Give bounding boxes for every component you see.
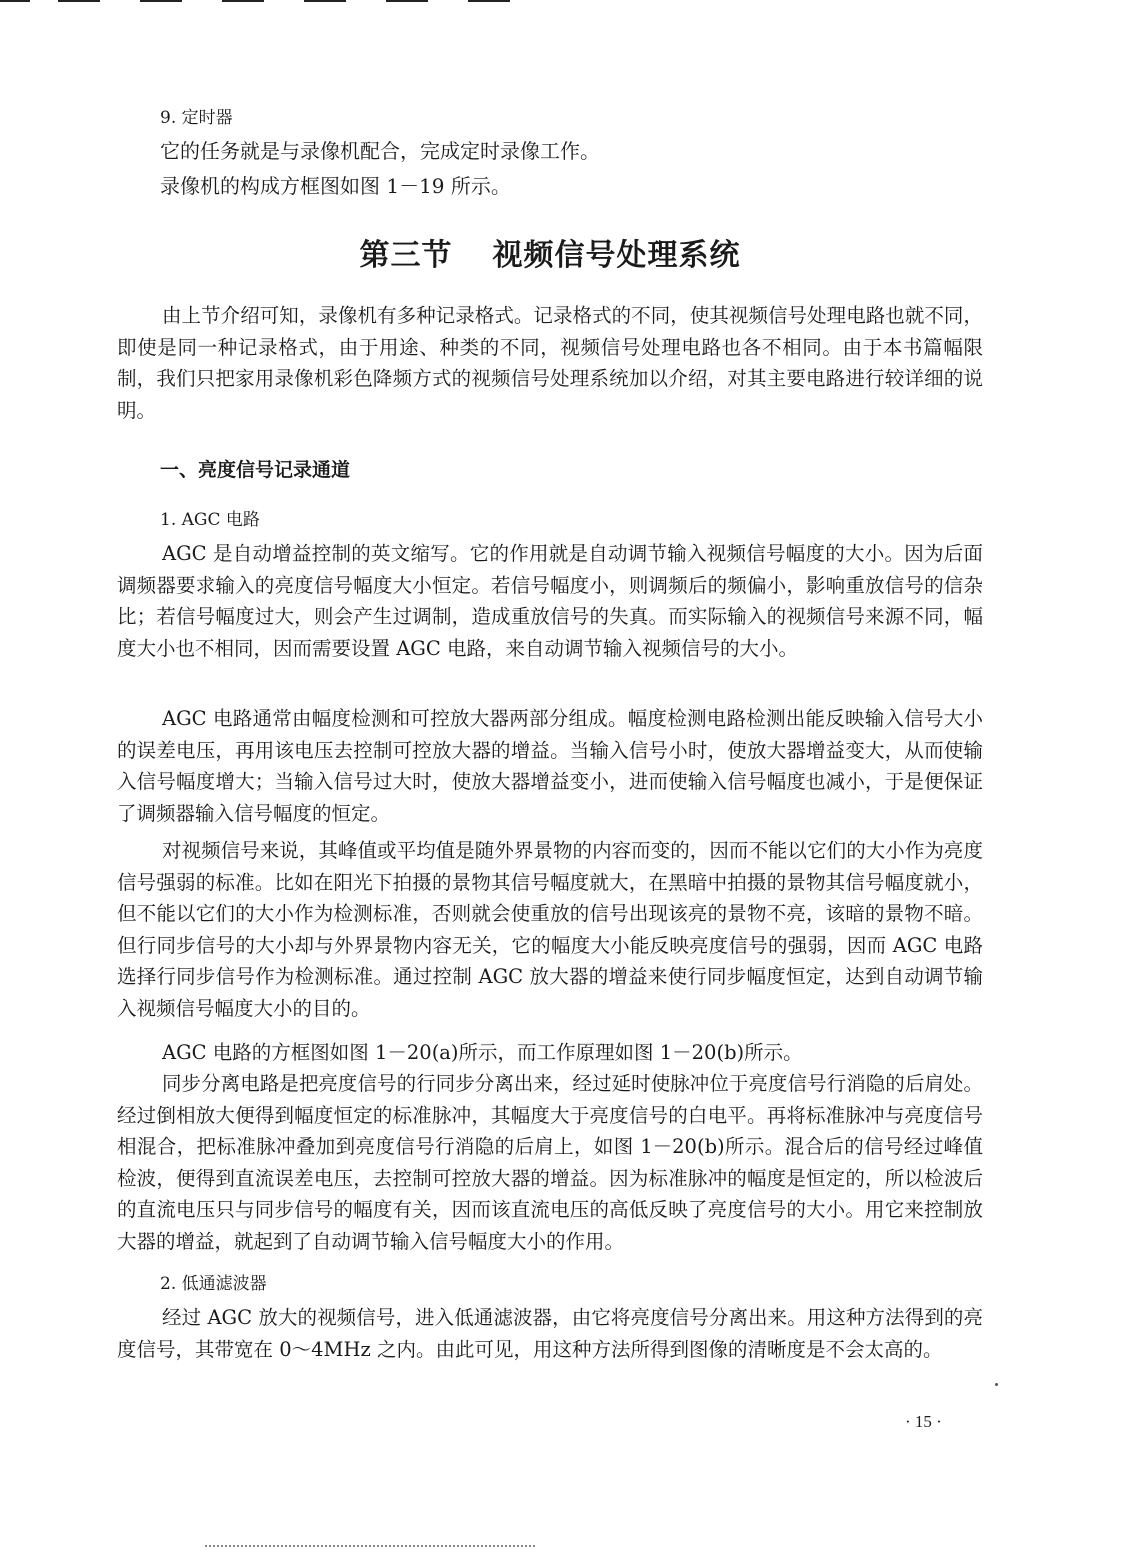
lowpass-paragraph: 经过 AGC 放大的视频信号，进入低通滤波器，由它将亮度信号分离出来。用这种方法得到的亮度信号，其带宽在 0～4MHz 之内。由此可见，用这种方法所得到图像的清晰度是不会太高的。 <box>117 1306 983 1361</box>
scan-artifact <box>205 1545 535 1550</box>
figure-reference: 录像机的构成方框图如图 1－19 所示。 <box>160 174 511 198</box>
scan-artifact <box>995 1383 998 1386</box>
scan-artifact <box>0 0 30 2</box>
subsection-heading: 一、亮度信号记录通道 <box>160 459 351 481</box>
scan-artifact <box>386 0 428 2</box>
scan-artifact <box>58 0 100 2</box>
intro-paragraph: 由上节介绍可知，录像机有多种记录格式。记录格式的不同，使其视频信号处理电路也就不同，即使是同一种记录格式，由于用途、种类的不同，视频信号处理电路也各不相同。由于本书篇幅限制，我们只把家用录像机彩色降频方式的视频信号处理系统加以介绍，对其主要电路进行较详细的说明。 <box>117 304 983 422</box>
page-number: · 15 · <box>905 1412 942 1431</box>
scan-artifact <box>222 0 264 2</box>
agc-paragraph-2: AGC 电路通常由幅度检测和可控放大器两部分组成。幅度检测电路检测出能反映输入信号大小的误差电压，再用该电压去控制可控放大器的增益。当输入信号小时，使放大器增益变大，从而使输入信号幅度增大；当输入信号过大时，使放大器增益变小，进而使输入信号幅度也减小，于是便保证了调频器输入信号幅度的恒定。 <box>117 707 983 825</box>
agc-paragraph-5: 同步分离电路是把亮度信号的行同步分离出来，经过延时使脉冲位于亮度信号行消隐的后肩处。经过倒相放大便得到幅度恒定的标准脉冲，其幅度大于亮度信号的白电平。再将标准脉冲与亮度信号相混合，把标准脉冲叠加到亮度信号行消隐的后肩上，如图 1－20(b)所示。混合后的信号经过峰值检波，便得到直流误差电压，去控制可控放大器的增益。因为标准脉冲的幅度是恒定的，所以检波后的直流电压只与同步信号的幅度有关，因而该直流电压的高低反映了亮度信号的大小。用它来控制放大器的增益，就起到了自动调节输入信号幅度大小的作用。 <box>117 1072 983 1253</box>
section-number: 第三节 <box>359 238 453 273</box>
section-title <box>0 230 1100 274</box>
timer-heading: 9. 定时器 <box>160 108 233 128</box>
lowpass-heading: 2. 低通滤波器 <box>160 1274 267 1294</box>
timer-text: 它的任务就是与录像机配合，完成定时录像工作。 <box>160 139 600 163</box>
scan-artifact <box>468 0 510 2</box>
agc-heading: 1. AGC 电路 <box>160 510 260 530</box>
agc-paragraph-3: 对视频信号来说，其峰值或平均值是随外界景物的内容而变的，因而不能以它们的大小作为亮度信号强弱的标准。比如在阳光下拍摄的景物其信号幅度就大，在黑暗中拍摄的景物其信号幅度就小，但不能以它们的大小作为检测标准，否则就会使重放的信号出现该亮的景物不亮，该暗的景物不暗。但行同步信号的大小却与外界景物内容无关，它的幅度大小能反映亮度信号的强弱，因而 AGC 电路选择行同步信号作为检测标准。通过控制 AGC 放大器的增益来使行同步幅度恒定，达到自动调节输入视频信号幅度大小的目的。 <box>117 839 983 1020</box>
scan-artifact <box>304 0 346 2</box>
scan-artifact <box>140 0 182 2</box>
agc-paragraph-1: AGC 是自动增益控制的英文缩写。它的作用就是自动调节输入视频信号幅度的大小。因为后面调频器要求输入的亮度信号幅度大小恒定。若信号幅度小，则调频后的频偏小，影响重放信号的信杂比；若信号幅度过大，则会产生过调制，造成重放信号的失真。而实际输入的视频信号来源不同，幅度大小也不相同，因而需要设置 AGC 电路，来自动调节输入视频信号的大小。 <box>117 542 983 660</box>
section-name: 视频信号处理系统 <box>492 238 741 273</box>
agc-paragraph-4: AGC 电路的方框图如图 1－20(a)所示，而工作原理如图 1－20(b)所示。 <box>162 1041 803 1064</box>
